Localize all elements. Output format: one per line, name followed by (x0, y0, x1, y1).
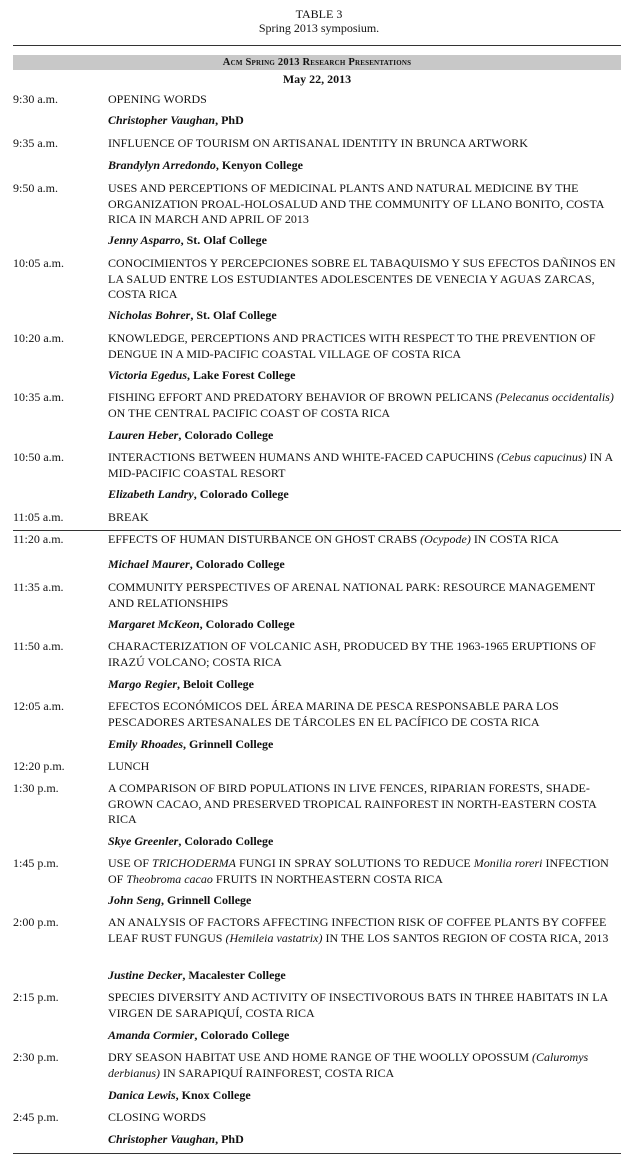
entry-title: OPENING WORDS (108, 92, 207, 106)
entry-time: 12:20 p.m. (13, 759, 65, 773)
presenter-name: Lauren Heber (108, 428, 179, 442)
entry-presenter (108, 1132, 244, 1147)
title-text: EFFECTS OF HUMAN DISTURBANCE ON GHOST CRABS (108, 532, 421, 546)
table-date: May 22, 2013 (282, 72, 352, 86)
entry-time: 11:05 a.m. (13, 510, 64, 524)
presenter-name: Michael Maurer (108, 557, 190, 571)
entry-presenter (108, 487, 289, 502)
entry-presenter (108, 737, 273, 752)
presenter-name: Victoria Egedus (108, 368, 188, 382)
entry-presenter (108, 1028, 289, 1043)
presenter-name: Jenny Asparro (108, 233, 181, 247)
presenter-affiliation: , Lake Forest College (187, 368, 296, 382)
entry-time: 9:30 a.m. (13, 92, 58, 106)
title-text: IN COSTA RICA (470, 532, 559, 546)
title-text: FISHING EFFORT AND PREDATORY BEHAVIOR OF BROWN PELICANS (108, 390, 496, 404)
presenter-name: Skye Greenler (108, 834, 179, 848)
entry-title: CLOSING WORDS (108, 1110, 207, 1124)
entry-time: 9:50 a.m. (13, 181, 58, 195)
presenter-affiliation: , Grinnell College (161, 893, 252, 907)
section-divider (13, 530, 621, 531)
entry-presenter (108, 677, 254, 692)
entry-title: KNOWLEDGE, PERCEPTIONS AND PRACTICES WITH RESPECT TO THE PREVENTION OF DENGUE IN A MID-PACIFIC COASTAL VILLAGE OF COSTA RICA (108, 331, 596, 361)
entry-presenter (108, 428, 273, 443)
entry-presenter (108, 834, 273, 849)
title-text: FRUITS IN NORTHEASTERN COSTA RICA (212, 871, 443, 886)
species-name: (Pelecanus occidentalis) (495, 390, 614, 404)
entry-time: 1:45 p.m. (13, 856, 59, 870)
entry-time: 10:50 a.m. (13, 450, 64, 464)
presenter-name: Elizabeth Landry (108, 487, 194, 501)
species-name: (Caluromys derbianus) (108, 1050, 589, 1080)
species-name: (Hemileia vastatrix) (225, 930, 323, 945)
presenter-name: Christopher Vaughan (108, 1132, 216, 1146)
presenter-affiliation: , Macalester College (182, 968, 286, 982)
entry-title: INFLUENCE OF TOURISM ON ARTISANAL IDENTITY IN BRUNCA ARTWORK (108, 136, 528, 150)
species-name: Monilia roreri (473, 856, 543, 870)
presenter-name: Emily Rhoades (108, 737, 184, 751)
title-text: INFECTION OF (108, 856, 609, 886)
presenter-affiliation: , Grinnell College (183, 737, 274, 751)
title-text: INTERACTIONS BETWEEN HUMANS AND WHITE-FACED CAPUCHINS (108, 450, 497, 464)
presenter-affiliation: , St. Olaf College (190, 308, 277, 322)
title-text: USE OF (108, 856, 153, 870)
presenter-affiliation: , Colorado College (178, 428, 274, 442)
presenter-affiliation: , PhD (215, 113, 244, 127)
entry-title (108, 856, 622, 887)
entry-presenter (108, 968, 286, 983)
top-rule (13, 45, 621, 46)
presenter-name: John Seng (108, 893, 162, 907)
presenter-name: Margo Regier (108, 677, 177, 691)
title-text: FUNGI IN SPRAY SOLUTIONS TO REDUCE (236, 856, 474, 870)
entry-presenter (108, 557, 285, 572)
table-label: TABLE 3 (295, 7, 343, 21)
entry-time: 2:00 p.m. (13, 915, 59, 929)
presenter-affiliation: , Kenyon College (215, 158, 303, 172)
entry-title: COMMUNITY PERSPECTIVES OF ARENAL NATIONAL PARK: RESOURCE MANAGEMENT AND RELATIONSHIPS (108, 580, 596, 610)
entry-title (108, 915, 622, 946)
presenter-name: Justine Decker (108, 968, 183, 982)
presenter-name: Nicholas Bohrer (108, 308, 191, 322)
bottom-rule (13, 1153, 621, 1154)
presenter-name: Danica Lewis (108, 1088, 176, 1102)
presenter-name: Brandylyn Arredondo (108, 158, 216, 172)
presenter-name: Margaret McKeon (108, 617, 200, 631)
species-name: (Ocypode) (420, 532, 471, 546)
entry-time: 10:35 a.m. (13, 390, 64, 404)
presenter-affiliation: , Colorado College (189, 557, 285, 571)
title-text: IN SARAPIQUÍ RAINFOREST, COSTA RICA (160, 1065, 395, 1080)
entry-presenter (108, 233, 267, 248)
presenter-affiliation: , Colorado College (194, 1028, 290, 1042)
entry-title (108, 1050, 622, 1081)
entry-title: A COMPARISON OF BIRD POPULATIONS IN LIVE FENCES, RIPARIAN FORESTS, SHADE-GROWN CACAO, AND PRESERVED TROPICAL RAINFOREST IN NORTH-EASTERN COSTA RICA (108, 781, 597, 826)
presenter-affiliation: , Knox College (175, 1088, 251, 1102)
entry-presenter (108, 113, 244, 128)
entry-title: CONOCIMIENTOS Y PERCEPCIONES SOBRE EL TABAQUISMO Y SUS EFECTOS DAÑINOS EN LA SALUD ENTRE LOS ESTUDIANTES ADOLESCENTES DE VENECIA Y AGUAS ZARCAS, COSTA RICA (108, 256, 616, 301)
presenter-affiliation: , Beloit College (177, 677, 254, 691)
entry-title: USES AND PERCEPTIONS OF MEDICINAL PLANTS AND NATURAL MEDICINE BY THE ORGANIZATION PROAL-HOLOSALUD AND THE COMMUNITY OF LLANO BONITO, COSTA RICA IN MARCH AND APRIL OF 2013 (108, 181, 604, 226)
entry-title: LUNCH (108, 759, 150, 773)
species-name: Theobroma cacao (126, 871, 213, 886)
species-name: (Cebus capucinus) (496, 450, 587, 464)
title-text: IN A MID-PACIFIC COASTAL RESORT (108, 450, 613, 480)
entry-time: 11:35 a.m. (13, 580, 64, 594)
entry-time: 2:30 p.m. (13, 1050, 59, 1064)
title-text: DRY SEASON HABITAT USE AND HOME RANGE OF THE WOOLLY OPOSSUM (108, 1050, 532, 1064)
entry-time: 10:05 a.m. (13, 256, 64, 270)
entry-presenter (108, 617, 295, 632)
entry-presenter (108, 893, 251, 908)
species-name: TRICHODERMA (152, 856, 237, 870)
entry-presenter (108, 158, 303, 173)
presenter-name: Christopher Vaughan (108, 113, 216, 127)
entry-presenter (108, 308, 277, 323)
entry-presenter (108, 368, 295, 383)
entry-title (108, 450, 622, 481)
entry-time: 9:35 a.m. (13, 136, 58, 150)
entry-presenter (108, 1088, 251, 1103)
entry-title: EFECTOS ECONÓMICOS DEL ÁREA MARINA DE PESCA RESPONSABLE PARA LOS PESCADORES ARTESANALES DE TÁRCOLES EN EL PACÍFICO DE COSTA RICA (108, 699, 559, 729)
entry-title (108, 390, 622, 421)
title-text: AN ANALYSIS OF FACTORS AFFECTING INFECTION RISK OF COFFEE PLANTS BY COFFEE LEAF RUST FUNGUS (108, 915, 607, 945)
title-text: ON THE CENTRAL PACIFIC COAST OF COSTA RICA (108, 405, 391, 420)
entry-title (108, 532, 622, 548)
presenter-affiliation: , PhD (215, 1132, 244, 1146)
entry-time: 2:15 p.m. (13, 990, 59, 1004)
entry-title: CHARACTERIZATION OF VOLCANIC ASH, PRODUCED BY THE 1963-1965 ERUPTIONS OF IRAZÚ VOLCANO; COSTA RICA (108, 639, 596, 669)
presenter-affiliation: , Colorado College (178, 834, 274, 848)
presenter-affiliation: , St. Olaf College (180, 233, 267, 247)
title-text: IN THE LOS SANTOS REGION OF COSTA RICA, 2013 (322, 930, 609, 945)
entry-time: 1:30 p.m. (13, 781, 59, 795)
entry-title: BREAK (108, 510, 149, 524)
entry-time: 11:50 a.m. (13, 639, 64, 653)
table-banner: Acm Spring 2013 Research Presentations (13, 55, 621, 70)
entry-time: 12:05 a.m. (13, 699, 64, 713)
entry-time: 11:20 a.m. (13, 532, 64, 546)
entry-time: 10:20 a.m. (13, 331, 64, 345)
presenter-affiliation: , Colorado College (193, 487, 289, 501)
entry-time: 2:45 p.m. (13, 1110, 59, 1124)
table-caption: Spring 2013 symposium. (258, 21, 380, 35)
presenter-affiliation: , Colorado College (199, 617, 295, 631)
presenter-name: Amanda Cormier (108, 1028, 195, 1042)
entry-title: SPECIES DIVERSITY AND ACTIVITY OF INSECTIVOROUS BATS IN THREE HABITATS IN LA VIRGEN DE SARAPIQUÍ, COSTA RICA (108, 990, 608, 1020)
